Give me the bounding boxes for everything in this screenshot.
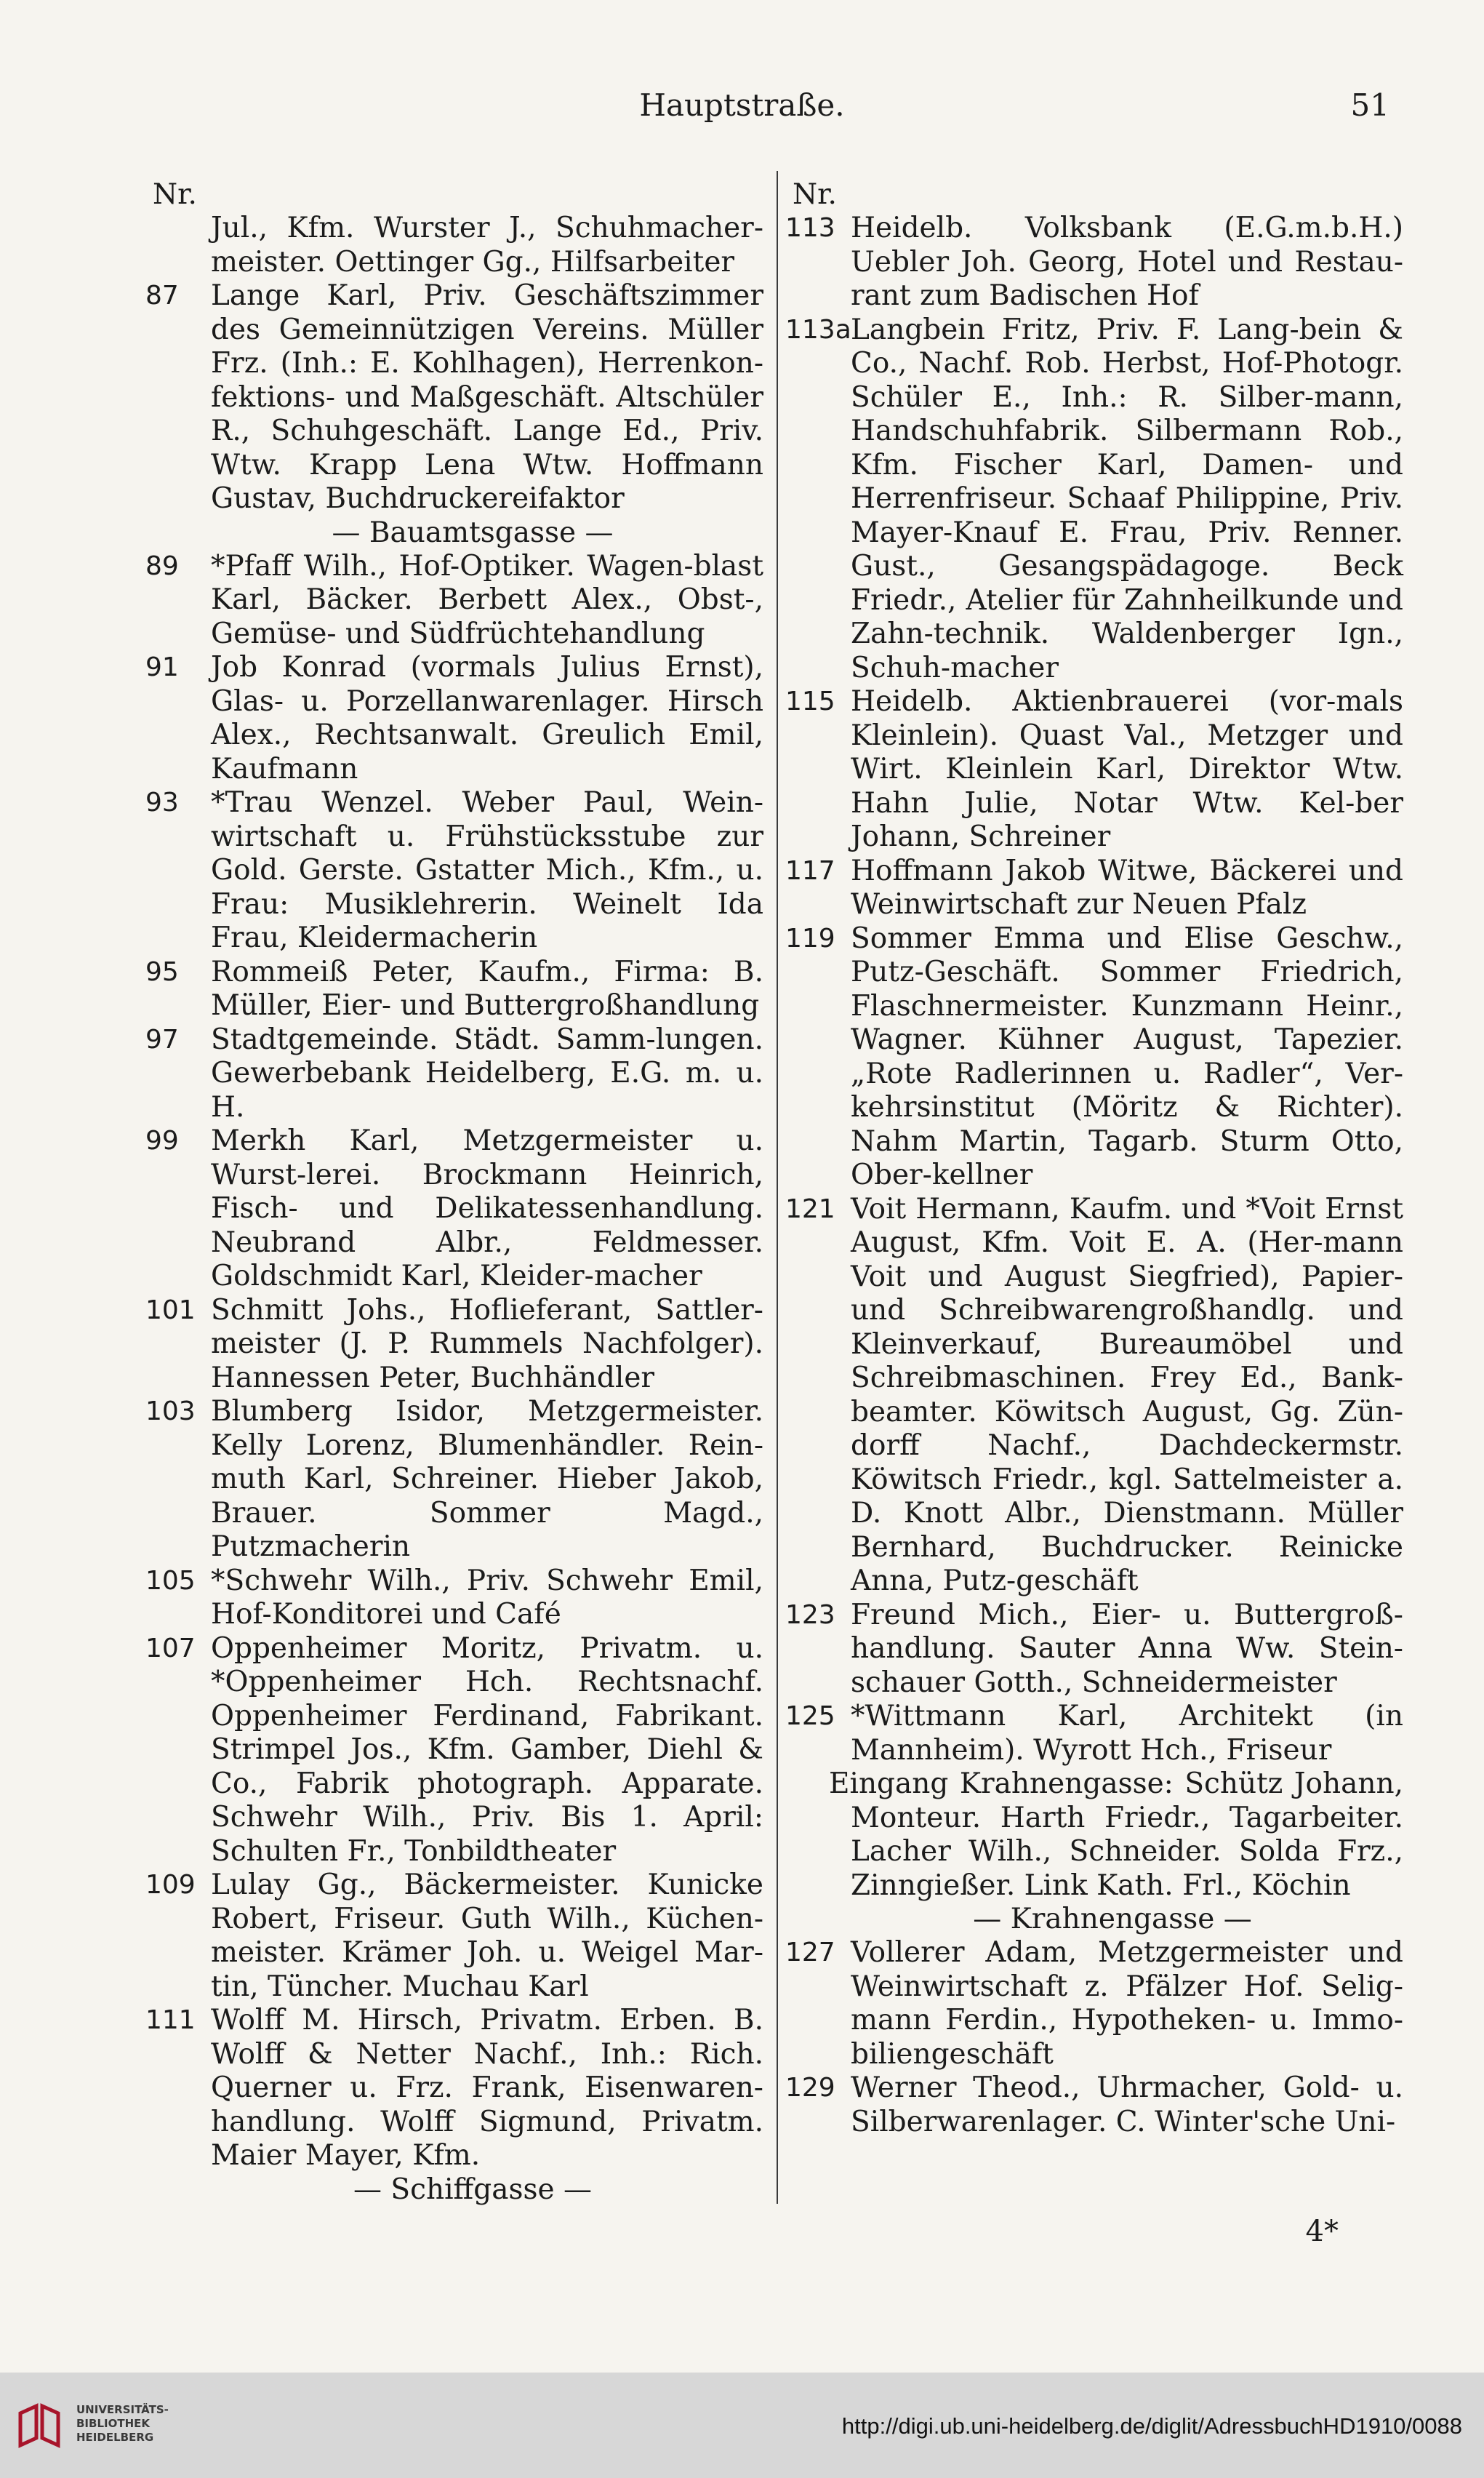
- house-number: 97: [145, 1024, 179, 1055]
- house-number: 111: [145, 2005, 196, 2035]
- logo-line: HEIDELBERG: [76, 2431, 154, 2444]
- house-number: 121: [785, 1194, 835, 1224]
- house-number: 105: [145, 1565, 196, 1596]
- directory-entry: [145, 1631, 763, 1869]
- entry-text: Eingang Krahnengasse: Schütz Johann, Monteur. Harth Friedr., Tagarbeiter. Lacher Wilh., Schneider. Solda Frz., Zinngießer. Link Kath. Frl., Köchin: [829, 1767, 1403, 1902]
- logo-line: BIBLIOTHEK: [76, 2417, 150, 2430]
- directory-entry: [145, 2004, 763, 2173]
- directory-entry: [145, 955, 763, 1023]
- directory-entry: [145, 1293, 763, 1396]
- directory-entry: [145, 549, 763, 652]
- house-number: 101: [145, 1295, 196, 1325]
- column-divider: [777, 171, 778, 2204]
- house-number: 91: [145, 652, 179, 682]
- entry-text: Freund Mich., Eier- u. Buttergroß-handlung. Sauter Anna Ww. Stein-schauer Gotth., Schneidermeister: [851, 1598, 1403, 1699]
- house-number: 109: [145, 1870, 196, 1900]
- logo-line: UNIVERSITÄTS-: [76, 2403, 169, 2416]
- house-number: 93: [145, 788, 179, 818]
- entry-text: Schmitt Johs., Hoflieferant, Sattler-meister (J. P. Rummels Nachfolger). Hannessen Peter, Buchhändler: [211, 1293, 763, 1394]
- directory-entry: [145, 1869, 763, 2004]
- entry-text: *Trau Wenzel. Weber Paul, Wein-wirtschaft u. Frühstücksstube zur Gold. Gerste. Gstatter Mich., Kfm., u. Frau: Musiklehrerin. Weinelt Ida Frau, Kleidermacherin: [211, 786, 763, 954]
- footer-bar: [0, 2373, 1484, 2478]
- entry-text: Langbein Fritz, Priv. F. Lang-bein & Co., Nachf. Rob. Herbst, Hof-Photogr. Schüler E., Inh.: R. Silber-mann, Handschuhfabrik. Silbermann Rob., Kfm. Fischer Karl, Damen- und Herrenfriseur. Schaaf Philippine, Priv. Mayer-Knauf E. Frau, Priv. Renner. Gust., Gesangspädagoge. Beck Friedr., Atelier für Zahnheilkunde und Zahn-technik. Waldenberger Ign., Schuh-macher: [851, 313, 1403, 684]
- entry-text: Heidelb. Volksbank (E.G.m.b.H.) Uebler Joh. Georg, Hotel und Restau-rant zum Badischen Hof: [851, 212, 1403, 312]
- entry-text: Heidelb. Aktienbrauerei (vor-mals Kleinlein). Quast Val., Metzger und Wirt. Kleinlein Karl, Direktor Wtw. Hahn Julie, Notar Wtw. Kel-ber Johann, Schreiner: [851, 685, 1403, 853]
- directory-entry: [785, 922, 1403, 1193]
- directory-entry: [145, 1395, 763, 1564]
- directory-entry: [145, 1124, 763, 1294]
- directory-entry: [785, 313, 1403, 686]
- house-number: 113a: [785, 314, 851, 345]
- entry-text: *Wittmann Karl, Architekt (in Mannheim). Wyrott Hch., Friseur: [851, 1700, 1403, 1767]
- directory-entry: [785, 1598, 1403, 1700]
- house-number: 99: [145, 1126, 179, 1156]
- column-heading: Nr.: [793, 178, 837, 211]
- entry-text: Sommer Emma und Elise Geschw., Putz-Geschäft. Sommer Friedrich, Flaschnermeister. Kunzmann Heinr., Wagner. Kühner August, Tapezier. „Rote Radlerinnen u. Radler“, Ver-kehrsinstitut (Möritz & Richter). Nahm Martin, Tagarb. Sturm Otto, Ober-kellner: [851, 922, 1403, 1191]
- entry-text: Rommeiß Peter, Kaufm., Firma: B. Müller, Eier- und Buttergroßhandlung: [211, 955, 763, 1022]
- left-column: [145, 178, 763, 2207]
- entry-text: Wolff M. Hirsch, Privatm. Erben. B. Wolff & Netter Nachf., Inh.: Rich. Querner u. Frz. Frank, Eisenwaren-handlung. Wolff Sigmund, Privatm. Maier Mayer, Kfm.: [211, 2004, 763, 2172]
- directory-entry: [785, 854, 1403, 922]
- house-number: 123: [785, 1599, 835, 1630]
- directory-entry: [785, 212, 1403, 313]
- entry-text: Vollerer Adam, Metzgermeister und Weinwirtschaft z. Pfälzer Hof. Selig-mann Ferdin., Hypotheken- u. Immo-biliengeschäft: [851, 1936, 1403, 2071]
- house-number: 103: [145, 1396, 196, 1426]
- directory-entry: [785, 685, 1403, 855]
- running-title: Hauptstraße.: [639, 87, 845, 123]
- house-number: 129: [785, 2073, 835, 2103]
- street-separator: — Bauamtsgasse —: [332, 516, 614, 549]
- house-number: 89: [145, 551, 179, 581]
- house-number: 127: [785, 1938, 835, 1967]
- directory-entry: [785, 1700, 1403, 1767]
- house-number: 125: [785, 1701, 835, 1731]
- street-separator: — Krahnengasse —: [973, 1903, 1252, 1935]
- entry-text: Blumberg Isidor, Metzgermeister. Kelly Lorenz, Blumenhändler. Rein-muth Karl, Schreiner. Hieber Jakob, Brauer. Sommer Magd., Putzmacherin: [211, 1395, 763, 1563]
- entry-text: Oppenheimer Moritz, Privatm. u. *Oppenheimer Hch. Rechtsnachf. Oppenheimer Ferdinand, Fabrikant. Strimpel Jos., Kfm. Gamber, Diehl & Co., Fabrik photograph. Apparate. Schwehr Wilh., Priv. Bis 1. April: Schulten Fr., Tonbildtheater: [211, 1631, 763, 1868]
- house-number: 113: [785, 213, 835, 243]
- entry-text: Lulay Gg., Bäckermeister. Kunicke Robert, Friseur. Guth Wilh., Küchen-meister. Krämer Joh. u. Weigel Mar-tin, Tüncher. Muchau Karl: [211, 1869, 763, 2003]
- entry-text: Lange Karl, Priv. Geschäftszimmer des Gemeinnützigen Vereins. Müller Frz. (Inh.: E. Kohlhagen), Herrenkon-fektions- und Maßgeschäft. Altschüler R., Schuhgeschäft. Lange Ed., Priv. Wtw. Krapp Lena Wtw. Hoffmann Gustav, Buchdruckereifaktor: [211, 279, 763, 515]
- left-entries: [145, 212, 763, 2207]
- library-name: [76, 2403, 169, 2445]
- house-number: 87: [145, 281, 179, 311]
- entry-text: Werner Theod., Uhrmacher, Gold- u. Silberwarenlager. C. Winter'sche Uni-: [851, 2071, 1403, 2138]
- directory-entry: [145, 279, 763, 516]
- column-heading: Nr.: [153, 178, 197, 211]
- directory-entry: [153, 212, 763, 279]
- house-number: 107: [145, 1633, 196, 1663]
- directory-entry: [145, 1023, 763, 1125]
- directory-entry: [145, 786, 763, 956]
- directory-entry: [785, 2071, 1403, 2139]
- right-entries: [785, 212, 1403, 2139]
- entry-text: Hoffmann Jakob Witwe, Bäckerei und Weinwirtschaft zur Neuen Pfalz: [851, 854, 1403, 921]
- entry-text: Voit Hermann, Kaufm. und *Voit Ernst August, Kfm. Voit E. A. (Her-mann Voit und August Siegfried), Papier- und Schreibwarengroßhandlg. und Kleinverkauf, Bureaumöbel und Schreibmaschinen. Frey Ed., Bank-beamter. Köwitsch August, Gg. Zün-dorff Nachf., Dachdeckermstr. Köwitsch Friedr., kgl. Sattelmeister a. D. Knott Albr., Dienstmann. Müller Bernhard, Buchdrucker. Reinicke Anna, Putz-geschäft: [851, 1192, 1403, 1597]
- house-number: 117: [785, 855, 835, 886]
- directory-entry: [145, 651, 763, 786]
- entry-text: Stadtgemeinde. Städt. Samm-lungen. Gewerbebank Heidelberg, E.G. m. u. H.: [211, 1023, 763, 1124]
- entry-text: *Schwehr Wilh., Priv. Schwehr Emil, Hof-Konditorei und Café: [211, 1564, 763, 1631]
- entry-text: Jul., Kfm. Wurster J., Schuhmacher-meister. Oettinger Gg., Hilfsarbeiter: [211, 212, 763, 279]
- entry-text: *Pfaff Wilh., Hof-Optiker. Wagen-blast Karl, Bäcker. Berbett Alex., Obst-, Gemüse- und Südfrüchtehandlung: [211, 549, 763, 650]
- page-number: 51: [1350, 87, 1389, 123]
- directory-entry: [785, 1936, 1403, 2071]
- house-number: 119: [785, 923, 835, 954]
- signature-mark: 4*: [1305, 2215, 1339, 2248]
- directory-entry: [785, 1192, 1403, 1599]
- house-number: 115: [785, 687, 835, 716]
- page-header: [0, 87, 1484, 138]
- street-separator: — Schiffgasse —: [353, 2173, 592, 2206]
- house-number: 95: [145, 956, 179, 987]
- entry-text: Job Konrad (vormals Julius Ernst), Glas- u. Porzellanwarenlager. Hirsch Alex., Rechtsanwalt. Greulich Emil, Kaufmann: [211, 651, 763, 786]
- entry-text: Merkh Karl, Metzgermeister u. Wurst-lerei. Brockmann Heinrich, Fisch- und Delikatessenhandlung. Neubrand Albr., Feldmesser. Goldschmidt Karl, Kleider-macher: [211, 1124, 763, 1292]
- library-logo-icon: [15, 2400, 65, 2451]
- directory-entry: [145, 1564, 763, 1632]
- directory-entry: [793, 1767, 1403, 1903]
- source-url-link[interactable]: http://digi.ub.uni-heidelberg.de/diglit/AdressbuchHD1910/0088: [841, 2413, 1462, 2439]
- right-column: [785, 178, 1403, 2139]
